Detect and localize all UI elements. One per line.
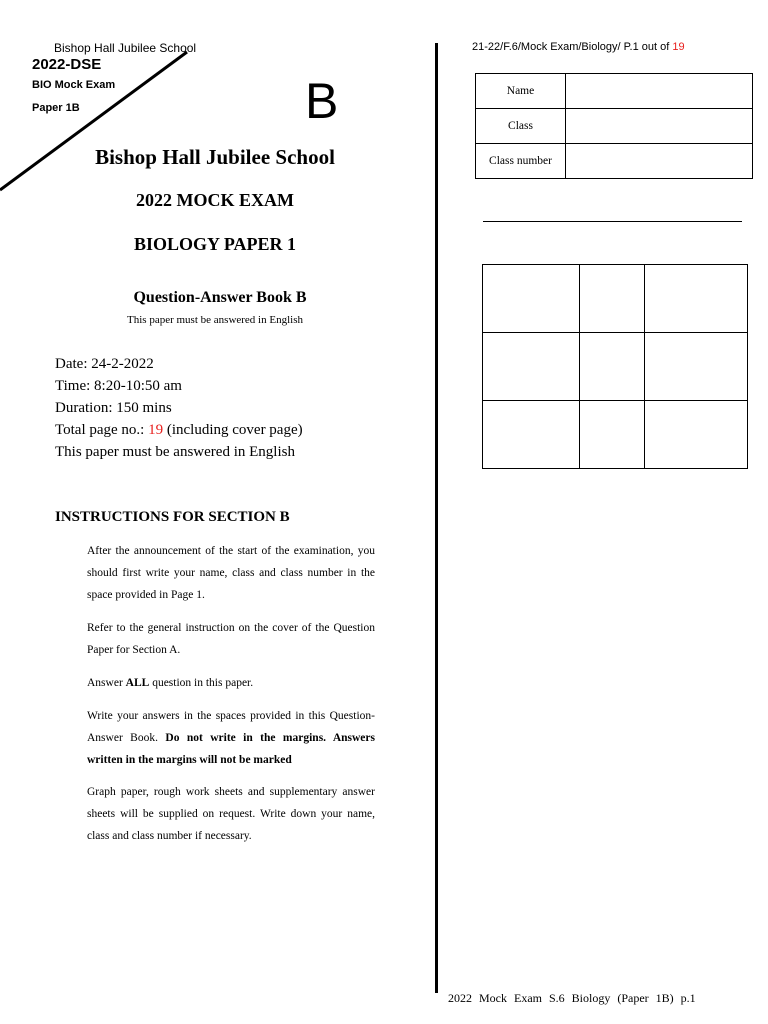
corner-diagonal-line xyxy=(0,0,200,200)
grid-cell[interactable] xyxy=(645,401,748,469)
instruction-1: After the announcement of the start of the examination, you should first write your name, class and class number in the space provided in Page 1. xyxy=(87,545,375,601)
name-field[interactable] xyxy=(566,74,753,109)
total-pages-prefix: Total page no.: xyxy=(55,422,149,438)
table-row xyxy=(476,144,753,179)
grid-cell[interactable] xyxy=(483,333,580,401)
exam-code: 2022-DSE xyxy=(32,56,102,73)
instruction-3-c: question in this paper. xyxy=(149,677,254,689)
grid-cell[interactable] xyxy=(580,333,645,401)
student-info-table xyxy=(475,73,753,179)
cover-paper-title: BIOLOGY PAPER 1 xyxy=(133,234,296,254)
table-row xyxy=(483,401,748,469)
table-row xyxy=(476,109,753,144)
grid-cell[interactable] xyxy=(580,401,645,469)
school-name-small: Bishop Hall Jubilee School xyxy=(54,41,197,55)
cover-book-title: Question-Answer Book B xyxy=(133,289,307,306)
book-letter: B xyxy=(305,73,339,129)
table-row xyxy=(483,265,748,333)
paper-reference-pages: 19 xyxy=(672,41,685,53)
paper-reference xyxy=(472,41,685,53)
cover-language-note: This paper must be answered in English xyxy=(127,314,303,326)
page-footer: 2022 Mock Exam S.6 Biology (Paper 1B) p.1 xyxy=(448,991,696,1005)
grid-cell[interactable] xyxy=(580,265,645,333)
cover-school-name: Bishop Hall Jubilee School xyxy=(95,145,335,169)
instruction-3-b: ALL xyxy=(125,677,150,689)
cover-exam-title: 2022 MOCK EXAM xyxy=(136,190,294,210)
grid-cell[interactable] xyxy=(483,265,580,333)
exam-subtitle: BIO Mock Exam xyxy=(32,79,116,91)
instructions-heading: INSTRUCTIONS FOR SECTION B xyxy=(55,509,290,525)
language-requirement: This paper must be answered in English xyxy=(55,444,295,460)
class-number-label: Class number xyxy=(476,144,566,179)
instruction-3 xyxy=(87,672,375,694)
table-row xyxy=(483,333,748,401)
class-label: Class xyxy=(476,109,566,144)
exam-time: Time: 8:20-10:50 am xyxy=(55,378,182,394)
instruction-4-b: Do not write in the margins. Answers written in the margins will not be marked xyxy=(87,732,375,766)
total-pages-suffix: (including cover page) xyxy=(163,422,303,438)
exam-duration: Duration: 150 mins xyxy=(55,400,172,416)
exam-date: Date: 24-2-2022 xyxy=(55,356,154,372)
instruction-3-a: Answer xyxy=(87,677,126,689)
instruction-4 xyxy=(87,705,375,771)
paper-reference-text: 21-22/F.6/Mock Exam/Biology/ P.1 out of xyxy=(472,41,673,53)
instruction-2: Refer to the general instruction on the cover of the Question Paper for Section A. xyxy=(87,622,375,656)
grid-cell[interactable] xyxy=(483,401,580,469)
signature-line xyxy=(483,221,742,222)
instruction-5: Graph paper, rough work sheets and supplementary answer sheets will be supplied on request. Write down your name, class and class number if necessary. xyxy=(87,786,375,842)
marks-grid xyxy=(482,264,748,469)
paper-label: Paper 1B xyxy=(32,102,80,114)
class-field[interactable] xyxy=(566,109,753,144)
name-label: Name xyxy=(476,74,566,109)
total-pages-value: 19 xyxy=(148,422,164,438)
total-pages xyxy=(55,419,303,441)
table-row xyxy=(476,74,753,109)
grid-cell[interactable] xyxy=(645,333,748,401)
page-divider xyxy=(435,43,438,993)
instruction-4-a: Write your answers in the spaces provided in this Question-Answer Book. xyxy=(87,710,375,744)
class-number-field[interactable] xyxy=(566,144,753,179)
grid-cell[interactable] xyxy=(645,265,748,333)
